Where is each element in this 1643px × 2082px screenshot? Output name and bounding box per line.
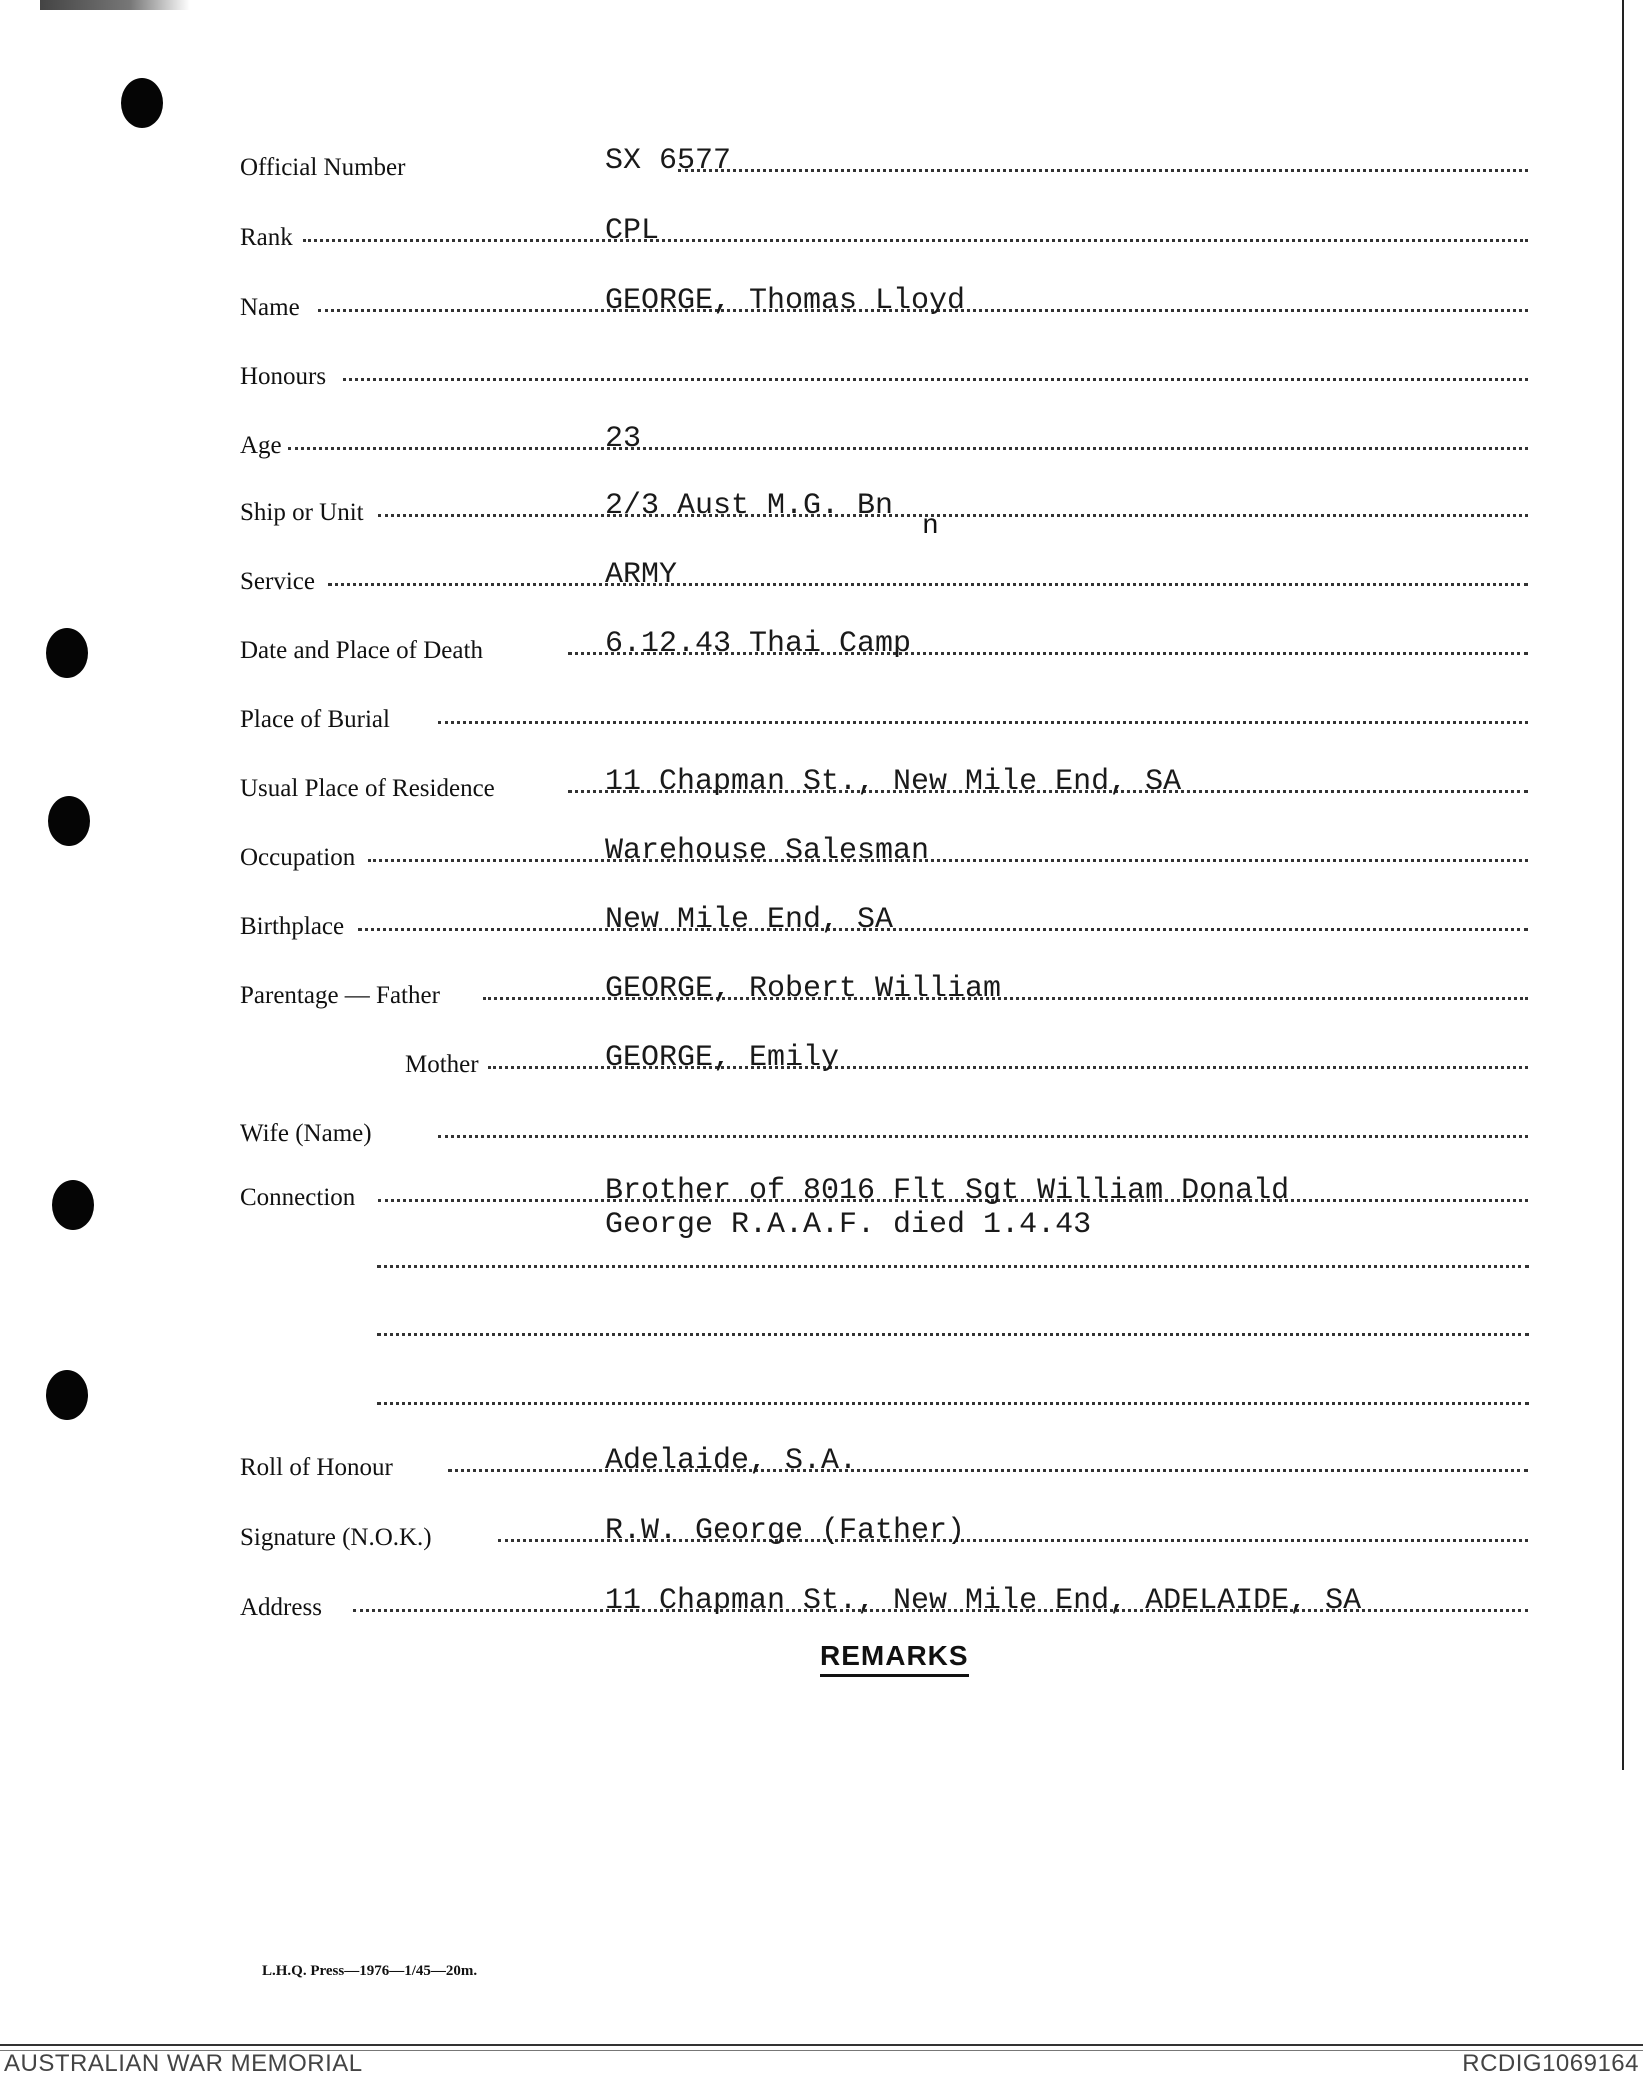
value-rank: CPL [605, 214, 660, 248]
connection-blank-line [377, 1402, 1529, 1405]
label-usual-residence: Usual Place of Residence [240, 775, 495, 802]
dotted-line [368, 859, 1528, 862]
dotted-line [288, 447, 1528, 450]
label-age: Age [240, 432, 282, 459]
label-father: Parentage — Father [240, 982, 440, 1009]
dotted-line [328, 583, 1528, 586]
field-connection [240, 1170, 1528, 1242]
dotted-line [678, 169, 1528, 172]
value-date-place-death: 6.12.43 Thai Camp [605, 627, 912, 661]
label-occupation: Occupation [240, 844, 356, 871]
field-usual-residence [240, 761, 1528, 801]
value-official-number: SX 6577 [605, 144, 732, 178]
value-ship-or-unit-correction: n [922, 511, 939, 542]
label-place-of-burial: Place of Burial [240, 706, 390, 733]
field-wife [240, 1106, 1528, 1146]
field-birthplace [240, 899, 1528, 939]
label-rank: Rank [240, 224, 293, 251]
value-mother: GEORGE, Emily [605, 1041, 840, 1075]
label-address: Address [240, 1594, 322, 1621]
label-official-number: Official Number [240, 154, 406, 181]
label-roll-of-honour: Roll of Honour [240, 1454, 393, 1481]
punch-hole [46, 1370, 88, 1420]
connection-blank-line [377, 1265, 1529, 1268]
field-ship-or-unit [240, 485, 1528, 542]
field-signature [240, 1510, 1528, 1550]
punch-hole [48, 796, 90, 846]
label-mother: Mother [405, 1051, 479, 1078]
field-honours [240, 349, 1528, 389]
field-father [240, 968, 1528, 1008]
label-signature: Signature (N.O.K.) [240, 1524, 432, 1551]
field-roll-of-honour [240, 1440, 1528, 1480]
label-service: Service [240, 568, 315, 595]
field-address [240, 1580, 1528, 1620]
value-service: ARMY [605, 558, 678, 592]
label-connection: Connection [240, 1184, 356, 1211]
field-mother [240, 1037, 1528, 1077]
archive-institution: AUSTRALIAN WAR MEMORIAL [4, 2050, 363, 2077]
field-name [240, 280, 1528, 320]
label-birthplace: Birthplace [240, 913, 345, 940]
field-age [240, 418, 1528, 458]
punch-hole [121, 78, 163, 128]
value-connection-line2: George R.A.A.F. died 1.4.43 [605, 1208, 1092, 1242]
label-name: Name [240, 294, 300, 321]
label-honours: Honours [240, 363, 327, 390]
dotted-line [303, 239, 1528, 242]
value-signature: R.W. George (Father) [605, 1514, 966, 1548]
dotted-line [438, 1135, 1528, 1138]
value-connection-line1: Brother of 8016 Flt Sgt William Donald [605, 1174, 1290, 1208]
remarks-heading: REMARKS [820, 1640, 969, 1677]
field-service [240, 554, 1528, 594]
dotted-line [378, 514, 1528, 517]
punch-hole [46, 628, 88, 678]
value-name: GEORGE, Thomas Lloyd [605, 284, 966, 318]
connection-blank-line [377, 1333, 1529, 1336]
label-wife: Wife (Name) [240, 1120, 372, 1147]
value-roll-of-honour: Adelaide, S.A. [605, 1444, 858, 1478]
label-ship-or-unit: Ship or Unit [240, 499, 364, 526]
value-birthplace: New Mile End, SA [605, 903, 894, 937]
value-age: 23 [605, 422, 642, 456]
value-father: GEORGE, Robert William [605, 972, 1002, 1006]
dotted-line [343, 378, 1528, 381]
scan-edge-mark [40, 0, 190, 10]
field-rank [240, 210, 1528, 250]
field-date-place-death [240, 623, 1528, 663]
archive-rule [0, 2044, 1643, 2046]
archive-reference: RCDIG1069164 [1462, 2050, 1639, 2077]
label-date-place-death: Date and Place of Death [240, 637, 483, 664]
value-address: 11 Chapman St., New Mile End, ADELAIDE, SA [605, 1584, 1362, 1618]
page-edge [1622, 0, 1624, 1770]
punch-hole [52, 1180, 94, 1230]
dotted-line [358, 928, 1528, 931]
dotted-line [438, 721, 1528, 724]
value-ship-or-unit: 2/3 Aust M.G. Bn [605, 489, 894, 523]
value-occupation: Warehouse Salesman [605, 834, 930, 868]
value-usual-residence: 11 Chapman St., New Mile End, SA [605, 765, 1182, 799]
field-place-of-burial [240, 692, 1528, 732]
field-official-number [240, 140, 1528, 180]
print-note: L.H.Q. Press—1976—1/45—20m. [262, 1963, 478, 1979]
field-occupation [240, 830, 1528, 870]
